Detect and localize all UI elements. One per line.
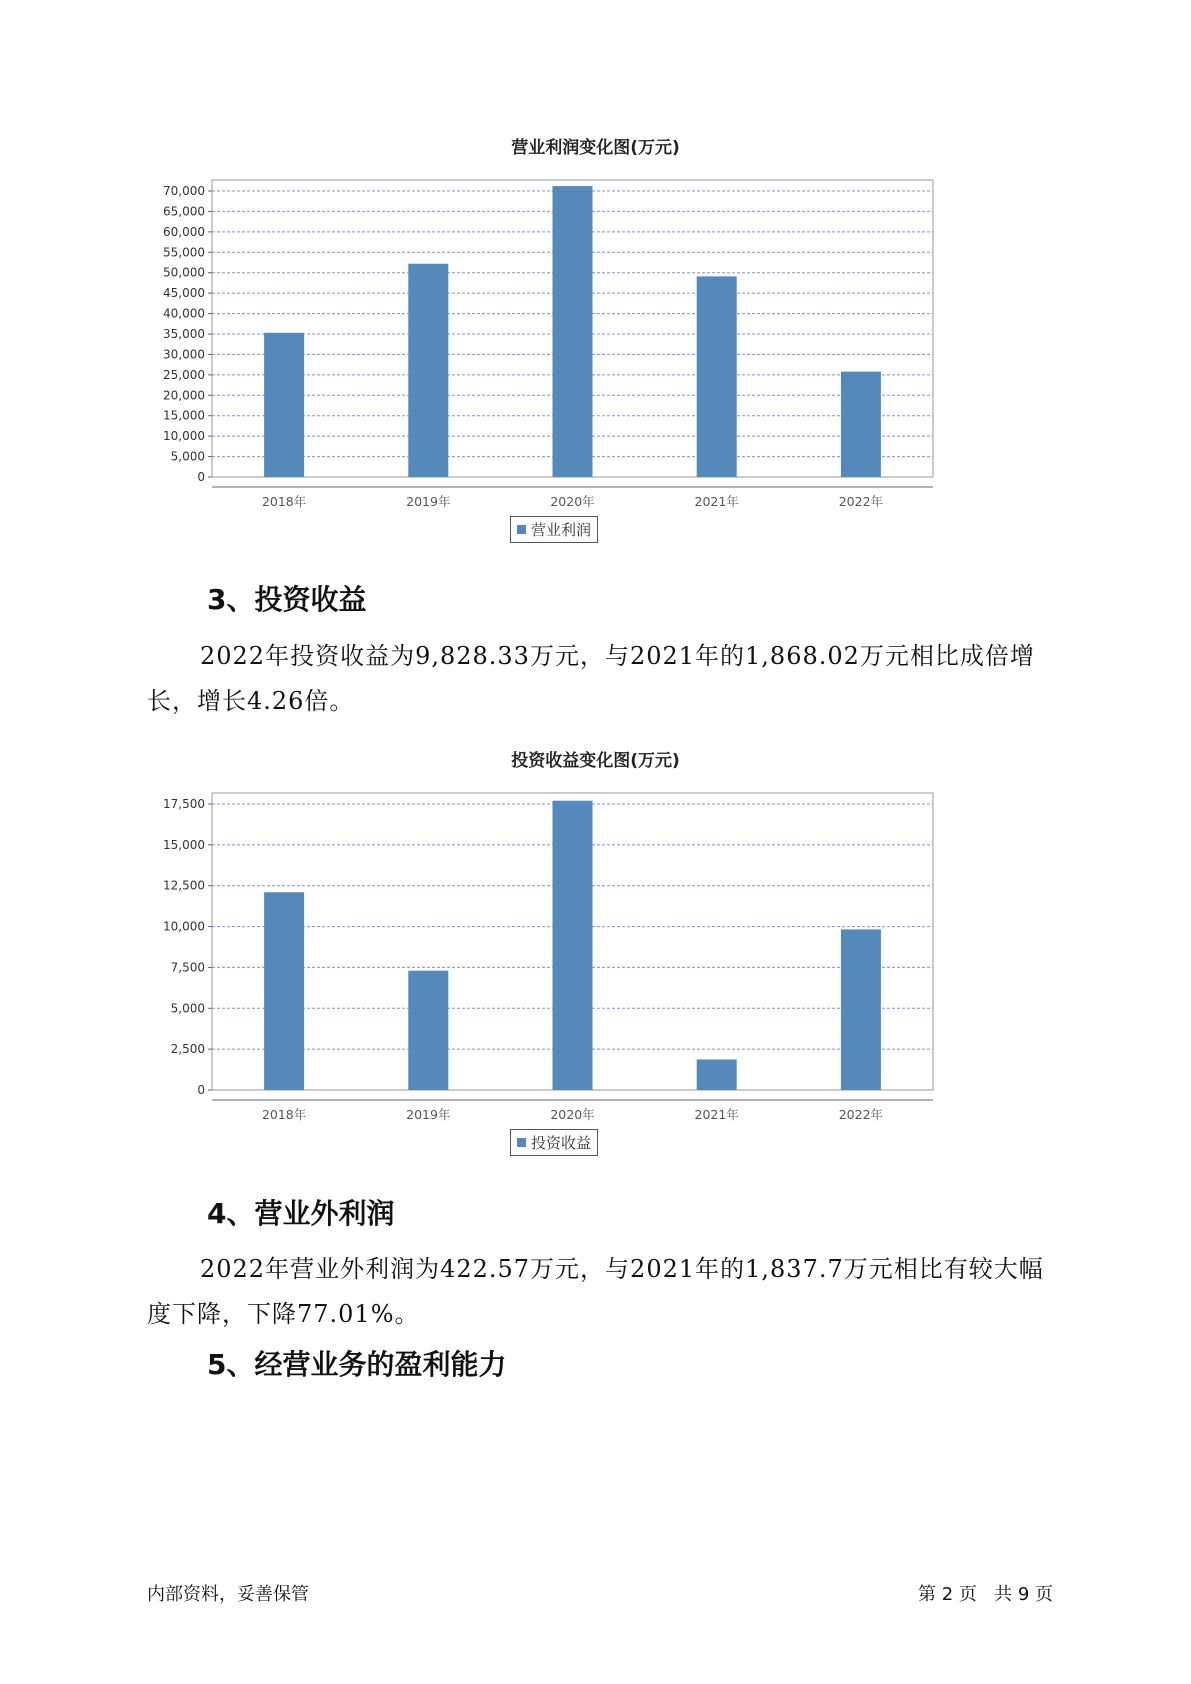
y-tick-label: 0 [197,470,205,484]
bar [697,1059,737,1090]
chart-2-legend-label: 投资收益 [531,1134,592,1152]
y-tick-label: 65,000 [163,204,205,219]
y-tick-label: 20,000 [163,388,205,403]
footer-note: 内部资料，妥善保管 [147,1584,309,1605]
y-tick-label: 40,000 [163,306,205,321]
bar [264,892,304,1090]
y-tick-label: 30,000 [163,347,205,362]
y-tick-label: 7,500 [170,960,205,975]
page-number: 第 2 页 共 9 页 [918,1584,1053,1605]
y-tick-label: 70,000 [163,184,205,198]
y-tick-label: 10,000 [163,429,205,444]
x-tick-label: 2018年 [261,494,307,509]
y-tick-label: 12,500 [163,878,205,893]
x-tick-label: 2022年 [838,1107,884,1122]
bar [697,276,737,477]
chart-2-title: 投资收益变化图(万元) [511,751,680,771]
x-tick-label: 2022年 [838,494,884,509]
y-tick-label: 25,000 [163,367,205,382]
bar [408,264,448,477]
section-5-heading: 5、经营业务的盈利能力 [207,1348,507,1381]
x-tick-label: 2021年 [694,1107,739,1122]
x-tick-label: 2020年 [550,1107,595,1122]
bar [553,186,593,477]
x-tick-label: 2018年 [261,1107,307,1122]
y-tick-label: 2,500 [170,1042,205,1057]
y-tick-label: 15,000 [163,408,205,423]
x-tick-label: 2021年 [694,494,739,509]
x-tick-label: 2019年 [406,494,451,509]
x-tick-label: 2020年 [550,494,595,509]
section-4-heading: 4、营业外利润 [207,1197,395,1230]
y-tick-label: 0 [197,1083,205,1097]
y-tick-label: 55,000 [163,245,205,260]
bar [264,333,304,477]
y-tick-label: 5,000 [170,1001,205,1016]
bar [841,929,881,1090]
y-tick-label: 17,500 [163,797,205,811]
y-tick-label: 15,000 [163,837,205,852]
section-3-paragraph: 2022年投资收益为9,828.33万元，与2021年的1,868.02万元相比成倍增长，增长4.26倍。 [147,642,1035,715]
chart-1-title: 营业利润变化图(万元) [511,138,680,158]
legend-swatch [517,1138,526,1147]
operating-profit-chart [150,160,1020,530]
y-tick-label: 35,000 [163,327,205,341]
y-tick-label: 50,000 [163,265,205,280]
y-tick-label: 60,000 [163,224,205,239]
y-tick-label: 5,000 [170,449,205,464]
chart-1-legend [510,516,598,543]
x-tick-label: 2019年 [406,1107,451,1122]
bar [408,971,448,1090]
y-tick-label: 10,000 [163,919,205,934]
section-3-heading: 3、投资收益 [207,583,367,616]
bar [841,372,881,477]
chart-2-legend [510,1129,598,1156]
bar [553,801,593,1090]
section-4-paragraph: 2022年营业外利润为422.57万元，与2021年的1,837.7万元相比有较大幅度下降，下降77.01%。 [147,1255,1044,1328]
legend-swatch [517,525,526,534]
investment-income-chart [150,773,1020,1143]
chart-1-legend-label: 营业利润 [531,521,592,539]
y-tick-label: 45,000 [163,286,205,301]
